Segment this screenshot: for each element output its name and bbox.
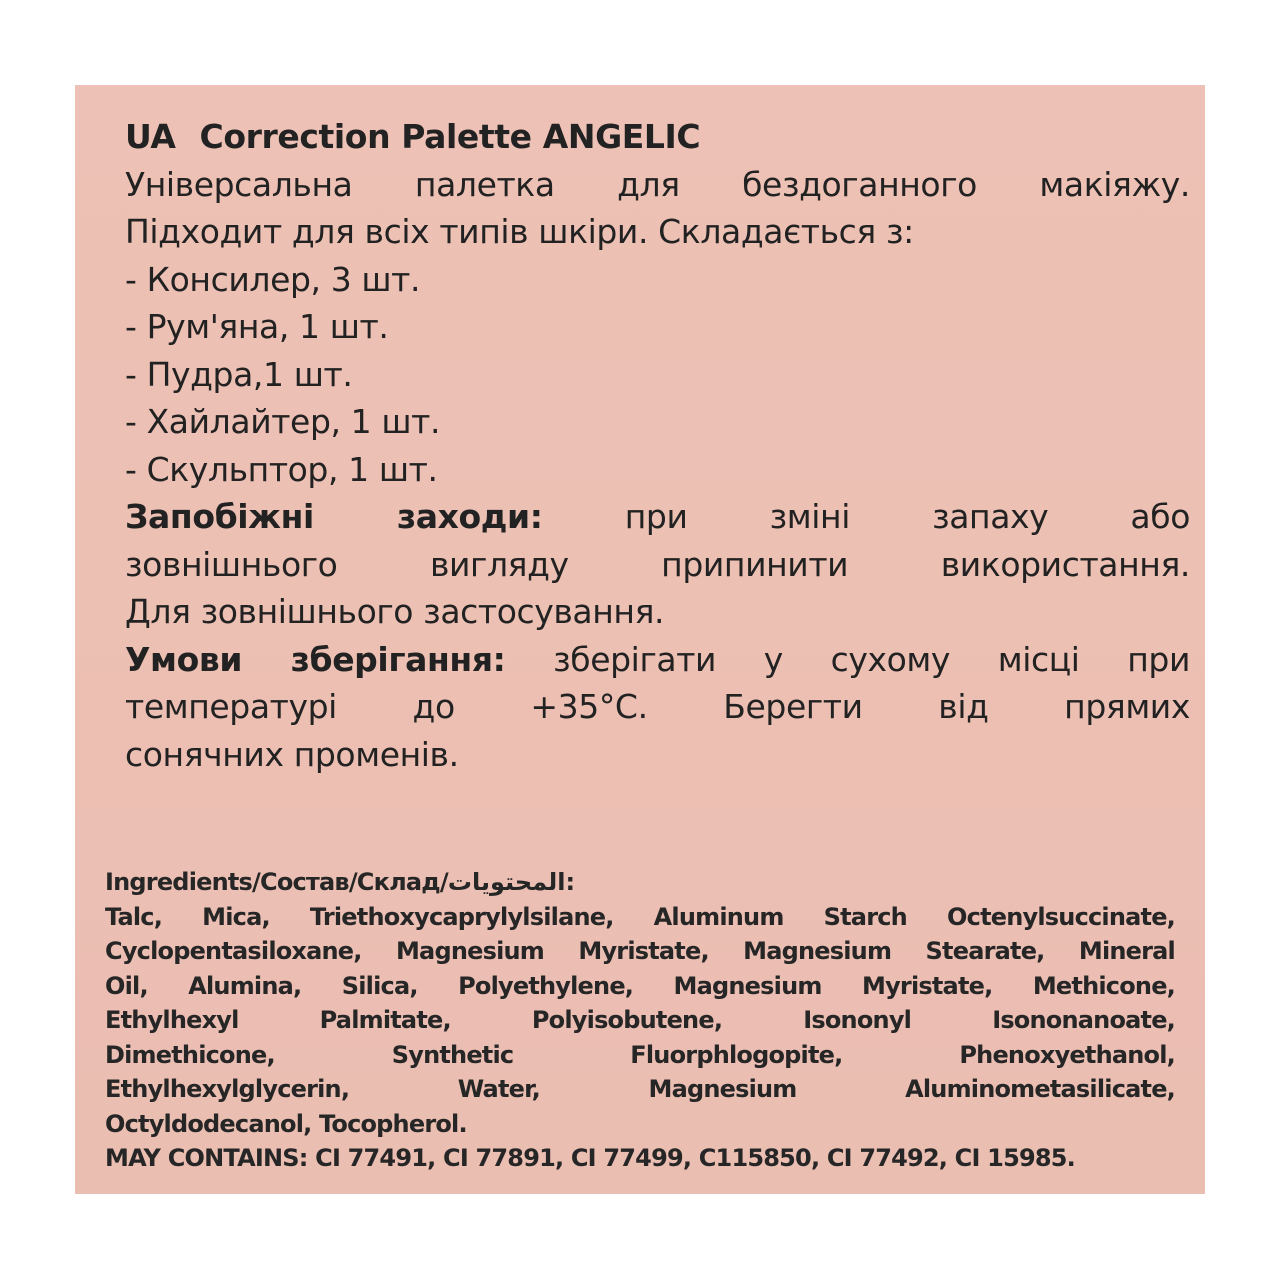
storage-line-2: температурі до +35°C. Берегти від прямих (125, 687, 1190, 726)
product-title-line (125, 113, 1190, 161)
component-item: - Хайлайтер, 1 шт. (125, 402, 441, 441)
ingredients-line: Talc, Mica, Triethoxycaprylylsilane, Aluminum Starch Octenylsuccinate, (105, 902, 1175, 931)
may-contain-line: MAY CONTAINS: CI 77491, CI 77891, CI 77499, C115850, CI 77492, CI 15985. (105, 1144, 1075, 1172)
ingredients-line: Ethylhexyl Palmitate, Polyisobutene, Isononyl Isononanoate, (105, 1006, 1175, 1034)
precautions-line-3: Для зовнішнього застосування. (125, 592, 665, 631)
ingredients-heading: Ingredients/Состав/Склад/المحتويات: (105, 868, 576, 896)
intro-line-2: Підходит для всіх типів шкіри. Складається з: (125, 212, 914, 251)
precautions-label: Запобіжні заходи: (125, 497, 543, 536)
storage-line-1: Умови зберігання: зберігати у сухому місці при (125, 639, 1191, 679)
ingredients-line: Oil, Alumina, Silica, Polyethylene, Magnesium Myristate, Methicone, (105, 971, 1175, 1000)
ingredients-block (105, 865, 1175, 1176)
product-title: Correction Palette ANGELIC (199, 117, 701, 156)
ukrainian-description-panel (75, 85, 1205, 811)
ingredients-line: Cyclopentasiloxane, Magnesium Myristate, Magnesium Stearate, Mineral (105, 937, 1175, 965)
ingredients-line: Ethylhexylglycerin, Water, Magnesium Aluminometasilicate, (105, 1075, 1175, 1103)
ingredients-line: Dimethicone, Synthetic Fluorphlogopite, Phenoxyethanol, (105, 1040, 1175, 1069)
language-code: UA (125, 117, 176, 156)
precautions-line-1: Запобіжні заходи: при зміні запаху або (125, 497, 1190, 536)
storage-line-3: сонячних променів. (125, 734, 459, 774)
precautions-line-2: зовнішнього вигляду припинити використання. (125, 544, 1190, 584)
storage-label: Умови зберігання: (125, 639, 506, 679)
ingredients-line: Octyldodecanol, Tocopherol. (105, 1109, 467, 1138)
ingredients-panel (75, 811, 1205, 1194)
product-label (75, 85, 1205, 1194)
ukrainian-description (125, 113, 1190, 778)
component-item: - Рум'яна, 1 шт. (125, 307, 389, 346)
component-item: - Консилер, 3 шт. (125, 259, 421, 299)
component-item: - Пудра,1 шт. (125, 354, 353, 394)
component-item: - Скульптор, 1 шт. (125, 449, 438, 489)
intro-line-1: Універсальна палетка для бездоганного макіяжу. (125, 164, 1190, 204)
